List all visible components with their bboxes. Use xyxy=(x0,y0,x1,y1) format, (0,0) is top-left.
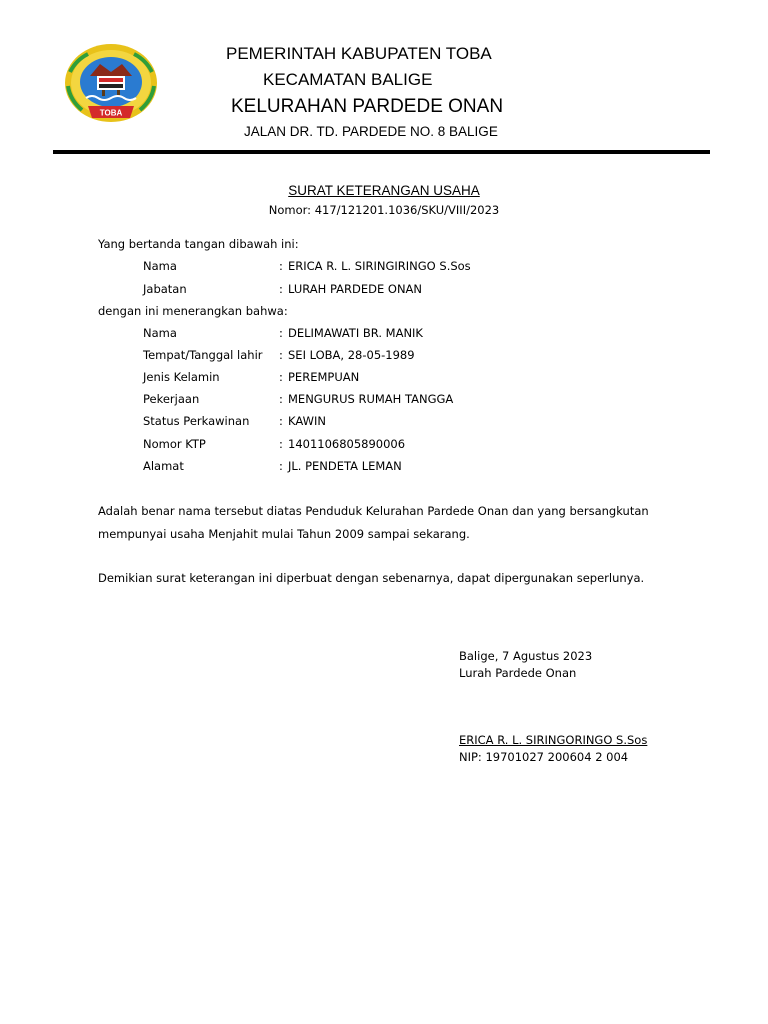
svg-text:TOBA: TOBA xyxy=(99,108,123,118)
signature-nip: NIP: 19701027 200604 2 004 xyxy=(459,750,629,764)
field-value: ERICA R. L. SIRINGIRINGO S.Sos xyxy=(288,259,471,273)
field-value: PEREMPUAN xyxy=(288,370,360,384)
field-separator: : xyxy=(279,437,283,451)
letterhead-address: JALAN DR. TD. PARDEDE NO. 8 BALIGE xyxy=(244,124,498,139)
subject-field-occupation xyxy=(143,392,543,408)
declaration-text: dengan ini menerangkan bahwa: xyxy=(98,304,288,318)
closing-statement: Demikian surat keterangan ini diperbuat dengan sebenarnya, dapat dipergunakan seperlunya. xyxy=(98,571,645,585)
letterhead-government: PEMERINTAH KABUPATEN TOBA xyxy=(226,44,492,63)
subject-field-address xyxy=(143,459,543,475)
field-value: KAWIN xyxy=(288,414,326,428)
field-value: MENGURUS RUMAH TANGGA xyxy=(288,392,454,406)
field-label: Status Perkawinan xyxy=(143,414,250,428)
document-number: Nomor: 417/121201.1036/SKU/VIII/2023 xyxy=(268,203,500,217)
field-label: Pekerjaan xyxy=(143,392,200,406)
subject-field-gender xyxy=(143,370,543,386)
subject-field-name xyxy=(143,326,543,342)
signer-field-name xyxy=(143,259,543,275)
signature-place-date: Balige, 7 Agustus 2023 xyxy=(459,649,593,663)
field-separator: : xyxy=(279,348,283,362)
subject-field-marital xyxy=(143,414,543,430)
signer-field-position xyxy=(143,282,543,298)
field-label: Nama xyxy=(143,326,177,340)
statement-line-1: Adalah benar nama tersebut diatas Penduduk Kelurahan Pardede Onan dan yang bersangkutan xyxy=(98,504,649,518)
field-separator: : xyxy=(279,259,283,273)
letterhead-divider xyxy=(53,150,710,154)
field-label: Nama xyxy=(143,259,177,273)
field-separator: : xyxy=(279,392,283,406)
signature-position: Lurah Pardede Onan xyxy=(459,666,577,680)
field-label: Tempat/Tanggal lahir xyxy=(143,348,263,362)
field-separator: : xyxy=(279,414,283,428)
document-title: SURAT KETERANGAN USAHA xyxy=(288,183,480,198)
field-label: Alamat xyxy=(143,459,184,473)
field-value: SEI LOBA, 28-05-1989 xyxy=(288,348,415,362)
statement-line-2: mempunyai usaha Menjahit mulai Tahun 2009 sampai sekarang. xyxy=(98,527,470,541)
toba-emblem-logo xyxy=(62,42,160,128)
field-value: JL. PENDETA LEMAN xyxy=(288,459,402,473)
field-label: Nomor KTP xyxy=(143,437,206,451)
field-separator: : xyxy=(279,282,283,296)
subject-field-birth xyxy=(143,348,543,364)
letterhead-village: KELURAHAN PARDEDE ONAN xyxy=(231,96,504,117)
letterhead-district: KECAMATAN BALIGE xyxy=(263,70,433,89)
signature-name: ERICA R. L. SIRINGORINGO S.Sos xyxy=(459,733,648,747)
field-label: Jenis Kelamin xyxy=(143,370,220,384)
intro-text: Yang bertanda tangan dibawah ini: xyxy=(98,237,299,251)
field-label: Jabatan xyxy=(143,282,187,296)
field-separator: : xyxy=(279,459,283,473)
subject-field-id-number xyxy=(143,437,543,453)
field-separator: : xyxy=(279,370,283,384)
field-value: DELIMAWATI BR. MANIK xyxy=(288,326,423,340)
field-separator: : xyxy=(279,326,283,340)
field-value: LURAH PARDEDE ONAN xyxy=(288,282,423,296)
field-value: 1401106805890006 xyxy=(288,437,406,451)
